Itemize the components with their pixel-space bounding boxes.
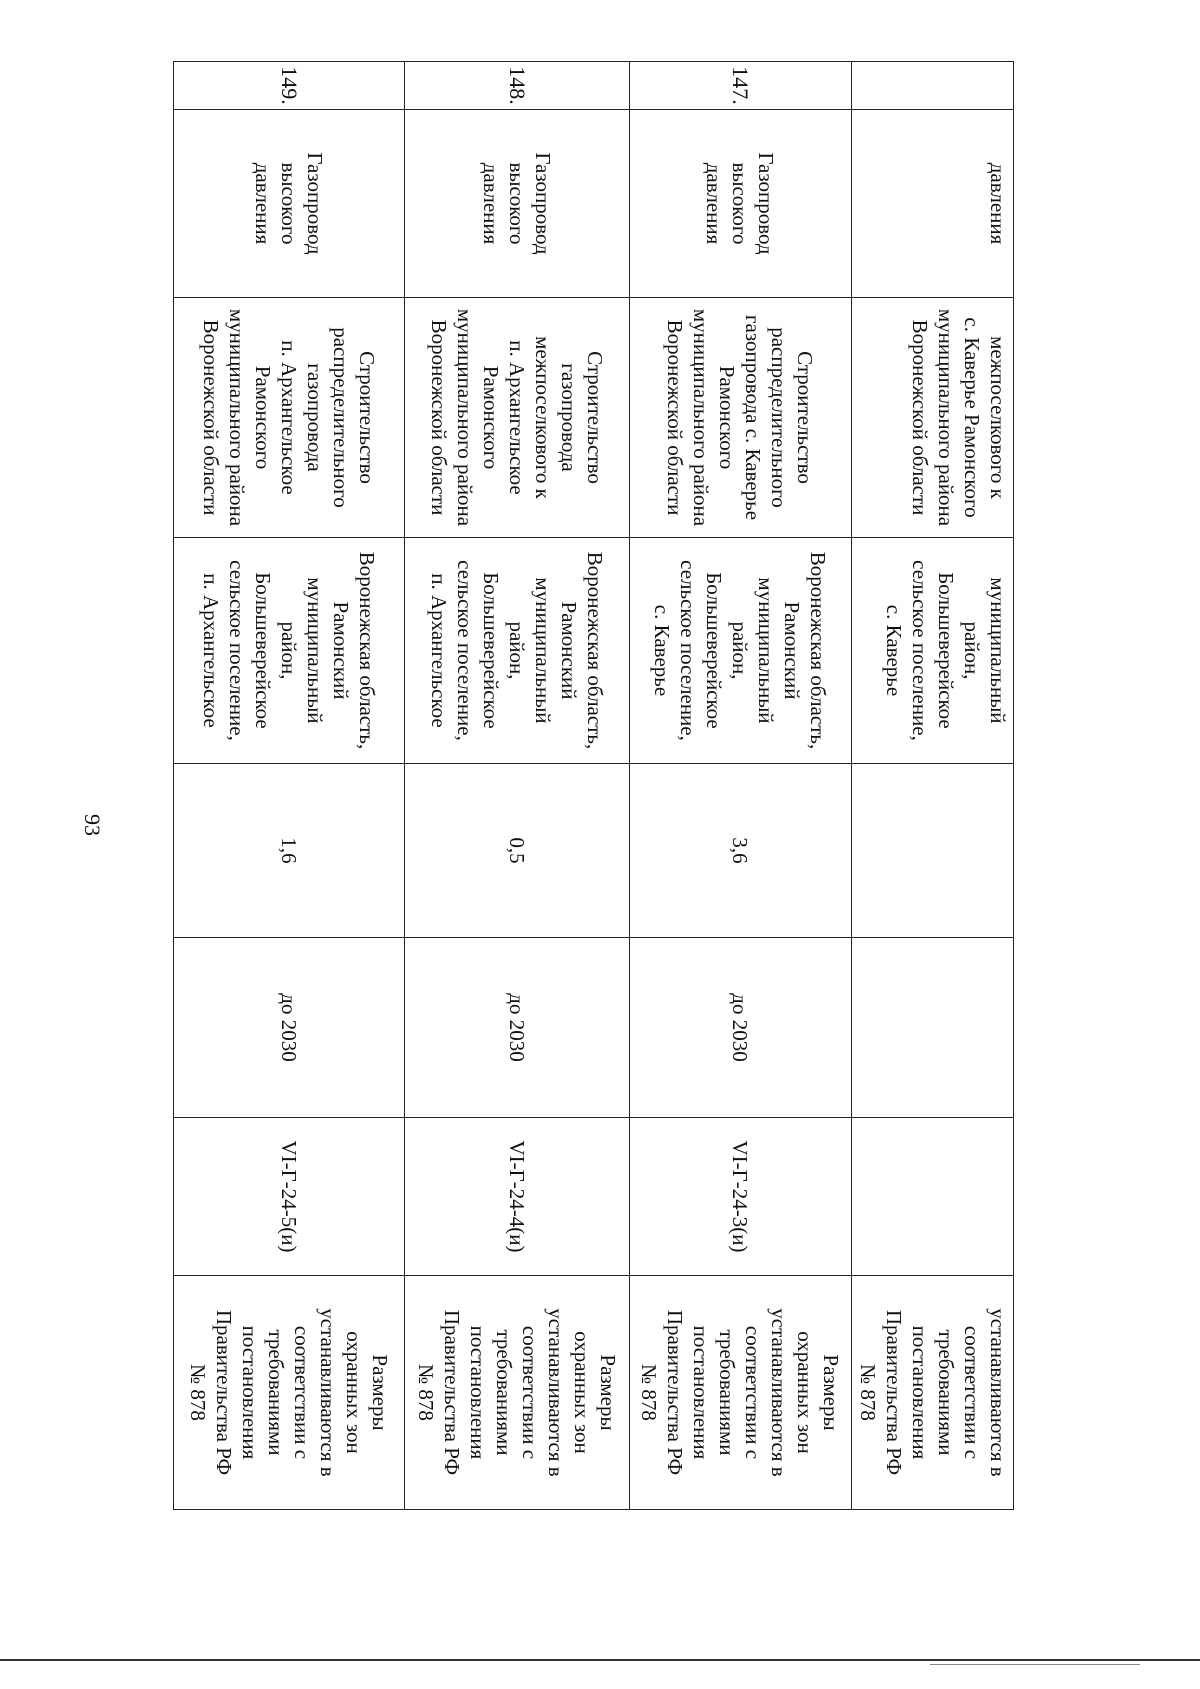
scan-bottom-rule [0,1659,1200,1661]
object-name: Строительство газопровода межпоселкового к п. Архангельское Рамонского муниципального района Воронежской области [405,298,630,538]
object-type: давления [852,110,1014,298]
object-type: Газопровод высокого давления [174,110,405,298]
table-row [852,62,1014,1510]
object-length: 1,6 [174,764,405,938]
rotated-table-container [174,61,1014,1509]
object-location: Воронежская область, Рамонский муниципальный район, Большеверейское сельское поселение, п. Архангельское [405,538,630,764]
object-code: VI-Г-24-4(и) [405,1118,630,1276]
object-location: муниципальный район, Большеверейское сельское поселение, с. Каверье [852,538,1014,764]
object-length [852,764,1014,938]
protection-zone: устанавливаются в соответствии с требованиями постановления Правительства РФ № 878 [852,1276,1014,1510]
protection-zone: Размеры охранных зон устанавливаются в соответствии с требованиями постановления Правительства РФ № 878 [174,1276,405,1510]
row-number: 149. [174,62,405,110]
object-name: Строительство распределительного газопровода п. Архангельское Рамонского муниципального района Воронежской области [174,298,405,538]
rotated-table-frame [174,61,1014,1509]
object-location: Воронежская область, Рамонский муниципальный район, Большеверейское сельское поселение, с. Каверье [630,538,852,764]
object-code: VI-Г-24-5(и) [174,1118,405,1276]
object-term [852,938,1014,1118]
object-length: 0,5 [405,764,630,938]
gas-pipeline-table [173,61,1014,1510]
protection-zone: Размеры охранных зон устанавливаются в соответствии с требованиями постановления Правительства РФ № 878 [630,1276,852,1510]
table-row [405,62,630,1510]
table-row [174,62,405,1510]
object-term: до 2030 [630,938,852,1118]
row-number [852,62,1014,110]
table-row [630,62,852,1510]
object-term: до 2030 [405,938,630,1118]
object-length: 3,6 [630,764,852,938]
row-number: 148. [405,62,630,110]
object-name: межпоселкового к с. Каверье Рамонского муниципального района Воронежской области [852,298,1014,538]
object-code [852,1118,1014,1276]
page-number: 93 [80,814,105,836]
row-number: 147. [630,62,852,110]
object-term: до 2030 [174,938,405,1118]
object-type: Газопровод высокого давления [405,110,630,298]
scan-bottom-rule-faint [930,1664,1140,1665]
object-type: Газопровод высокого давления [630,110,852,298]
object-code: VI-Г-24-3(и) [630,1118,852,1276]
object-name: Строительство распределительного газопровода с. Каверье Рамонского муниципального района Воронежской области [630,298,852,538]
protection-zone: Размеры охранных зон устанавливаются в соответствии с требованиями постановления Правительства РФ № 878 [405,1276,630,1510]
object-location: Воронежская область, Рамонский муниципальный район, Большеверейское сельское поселение, п. Архангельское [174,538,405,764]
